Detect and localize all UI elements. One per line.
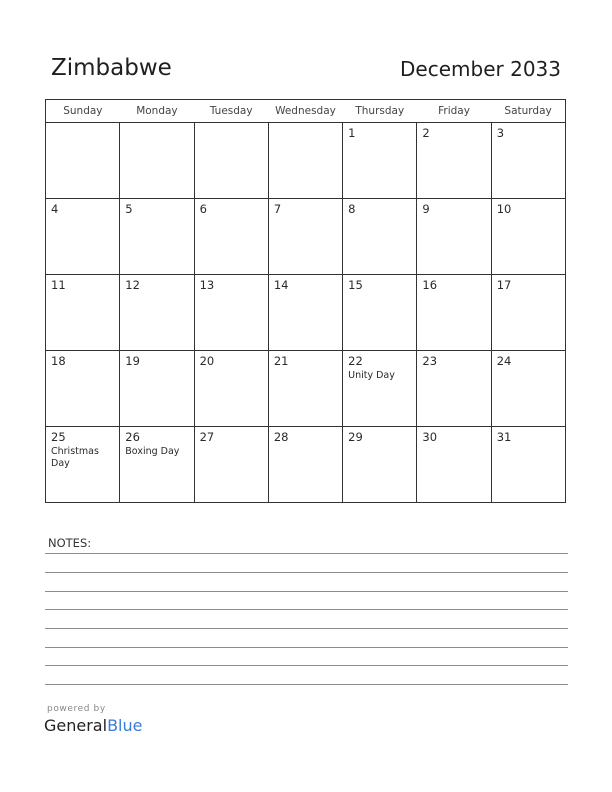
day-cell [194,199,268,275]
empty-day-cell [120,123,194,199]
notes-line [45,665,568,666]
day-cell [120,275,194,351]
day-number: 1 [348,126,356,140]
weekday-header: Monday [120,100,194,123]
day-number: 30 [422,430,438,444]
day-cell [417,123,491,199]
day-cell [491,275,565,351]
day-cell [194,351,268,427]
day-cell [491,123,565,199]
day-number: 23 [422,354,438,368]
day-number: 20 [199,354,215,368]
day-number: 19 [125,354,140,368]
day-number: 5 [125,202,133,216]
day-cell [417,351,491,427]
day-number: 3 [496,126,505,140]
day-cell [268,427,342,503]
weekday-header: Friday [417,100,491,123]
empty-day-cell [194,123,268,199]
day-cell [120,351,194,427]
day-cell [46,199,120,275]
day-number: 24 [496,354,512,368]
empty-day-cell [268,123,342,199]
day-number: 21 [273,354,289,368]
day-cell [343,199,417,275]
day-number: 22 [348,354,363,368]
day-cell [343,427,417,503]
day-number: 8 [348,202,356,216]
day-number: 7 [273,202,282,216]
day-number: 14 [273,278,289,292]
day-cell [46,427,120,503]
notes-line [45,628,568,629]
day-cell [343,275,417,351]
day-number: 16 [422,278,438,292]
weekday-header-row [46,100,566,123]
day-cell [417,427,491,503]
day-cell [268,199,342,275]
holiday-label: Unity Day [348,370,395,381]
weekday-header: Tuesday [194,100,268,123]
day-number: 29 [348,430,363,444]
day-cell [491,199,565,275]
powered-by-text: powered by [47,704,106,714]
day-number: 4 [51,202,59,216]
day-cell [120,199,194,275]
weekday-header: Saturday [491,100,565,123]
notes-line [45,609,568,610]
weekday-header: Sunday [46,100,120,123]
week-row [46,275,566,351]
logo-blue-text: Blue [107,716,143,735]
weekday-header: Wednesday [268,100,342,123]
notes-label: NOTES: [48,536,92,550]
notes-line [45,553,568,554]
holiday-label: Christmas Day [51,446,99,469]
day-number: 18 [51,354,66,368]
day-number: 13 [199,278,215,292]
week-row [46,199,566,275]
day-cell [194,427,268,503]
logo-general-text: General [44,716,108,735]
day-cell [491,427,565,503]
holiday-label: Boxing Day [125,446,180,457]
empty-day-cell [46,123,120,199]
day-cell [46,275,120,351]
notes-line [45,684,568,685]
day-cell [417,199,491,275]
day-number: 17 [496,278,512,292]
day-cell [268,275,342,351]
day-number: 26 [125,430,140,444]
day-cell [491,351,565,427]
day-cell [343,351,417,427]
generalblue-logo [44,716,142,735]
country-title: Zimbabwe [51,55,172,81]
day-cell [417,275,491,351]
week-row [46,123,566,199]
day-cell [194,275,268,351]
day-number: 27 [199,430,215,444]
notes-line [45,647,568,648]
day-number: 9 [422,202,430,216]
day-number: 12 [125,278,140,292]
day-number: 28 [273,430,289,444]
day-number: 31 [496,430,512,444]
day-cell [343,123,417,199]
day-cell [268,351,342,427]
calendar-grid [45,99,566,503]
day-cell [46,351,120,427]
day-cell [120,427,194,503]
notes-line [45,591,568,592]
day-number: 11 [51,278,66,292]
week-row [46,351,566,427]
day-number: 2 [422,126,430,140]
week-row [46,427,566,503]
day-number: 15 [348,278,363,292]
month-year-title: December 2033 [400,57,561,81]
day-number: 25 [51,430,66,444]
day-number: 6 [199,202,207,216]
notes-line [45,572,568,573]
day-number: 10 [496,202,512,216]
weekday-header: Thursday [343,100,417,123]
